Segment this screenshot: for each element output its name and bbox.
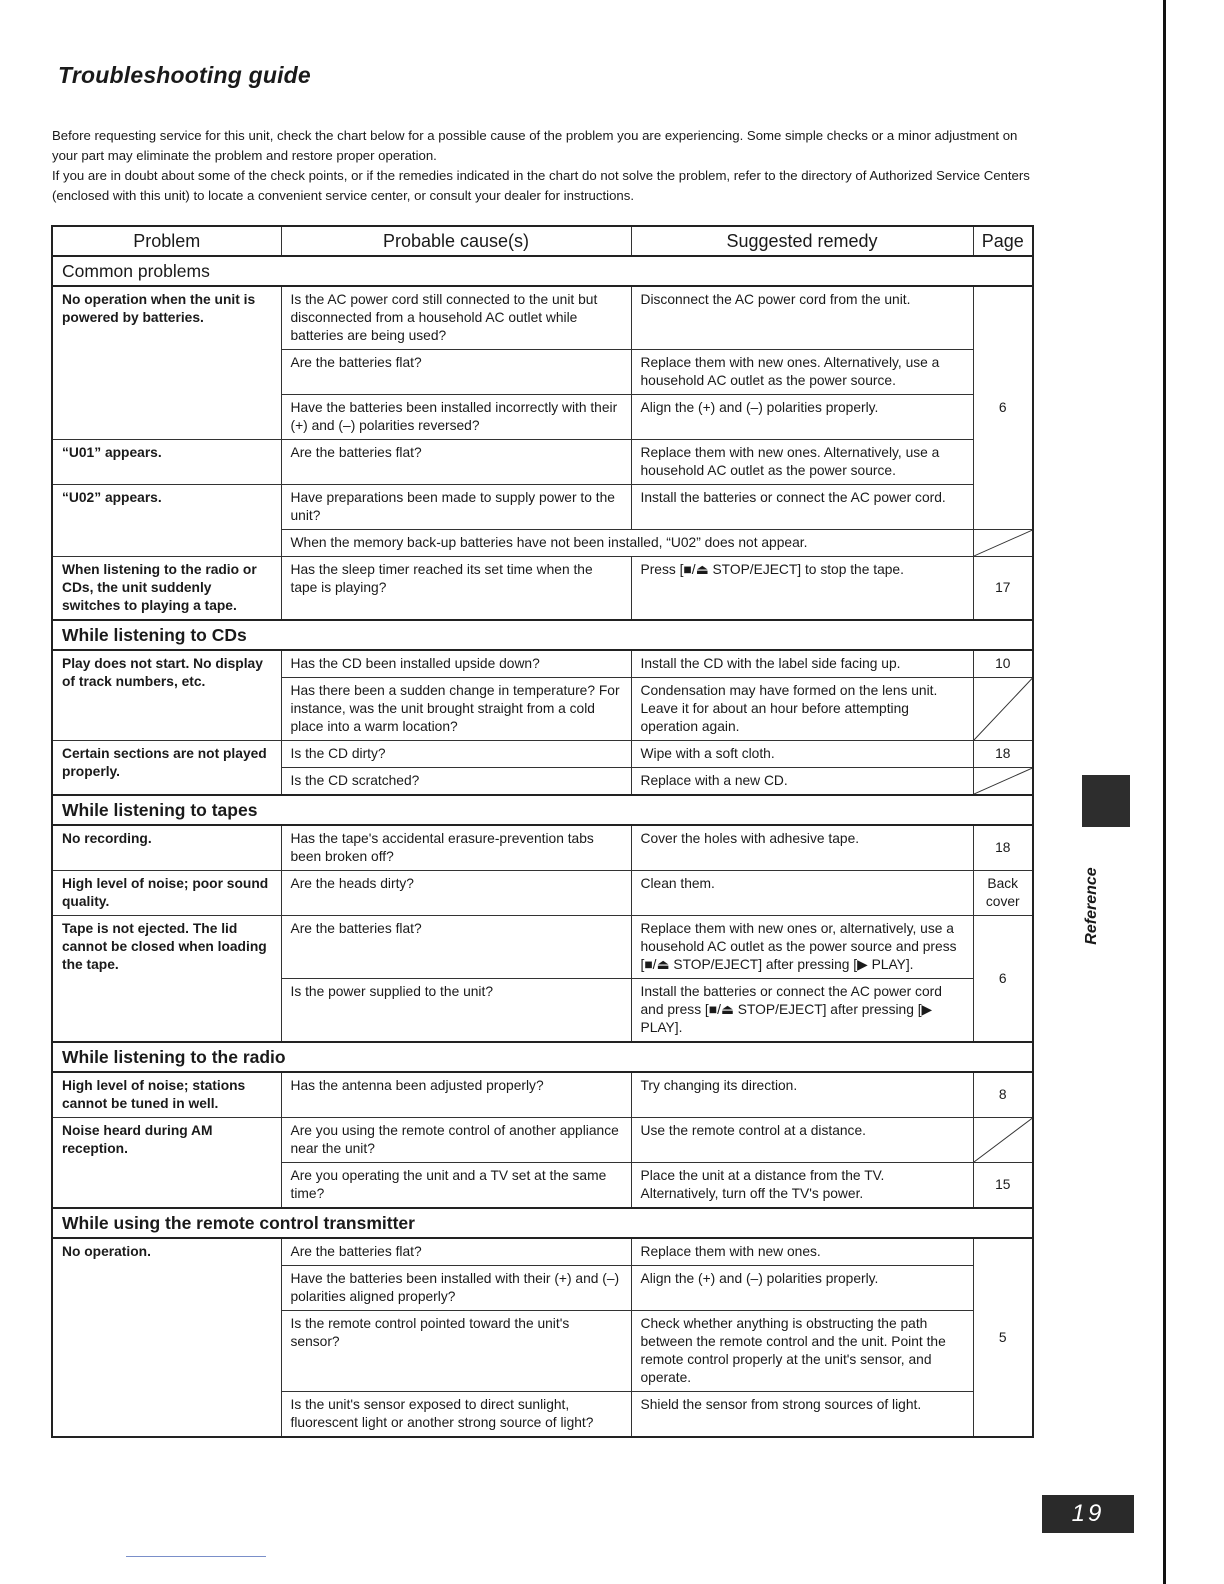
cause-cell: Has the sleep timer reached its set time when the tape is playing? — [281, 557, 631, 621]
table-row — [52, 1118, 1033, 1163]
remedy-cell: Install the batteries or connect the AC power cord and press [■/⏏ STOP/EJECT] after pressing [▶ PLAY]. — [631, 979, 973, 1043]
remedy-cell: Replace them with new ones or, alternatively, use a household AC outlet as the power source and press [■/⏏ STOP/EJECT] after pressing [▶ PLAY]. — [631, 916, 973, 979]
table-row — [52, 650, 1033, 678]
intro-paragraph: If you are in doubt about some of the check points, or if the remedies indicated in the chart do not solve the problem, refer to the directory of Authorized Service Centers (enclosed with this unit) to locate a convenient service center, or consult your dealer for instructions. — [52, 168, 1030, 203]
cause-cell: Have the batteries been installed incorrectly with their (+) and (–) polarities reversed? — [281, 395, 631, 440]
section-heading-row — [52, 1042, 1033, 1072]
cause-cell: Has the CD been installed upside down? — [281, 650, 631, 678]
cause-cell: Is the power supplied to the unit? — [281, 979, 631, 1043]
section-heading-common: Common problems — [52, 256, 1033, 286]
table-row — [52, 825, 1033, 871]
cause-cell: Have the batteries been installed with their (+) and (–) polarities aligned properly? — [281, 1266, 631, 1311]
cause-cell: Is the CD scratched? — [281, 768, 631, 796]
page-edge-rule — [1163, 0, 1166, 1584]
cause-cell: Is the remote control pointed toward the unit's sensor? — [281, 1311, 631, 1392]
page-number: 19 — [1042, 1495, 1134, 1533]
page-cell: 8 — [973, 1072, 1033, 1118]
empty-page-cell — [973, 678, 1033, 741]
table-row — [52, 871, 1033, 916]
cause-cell: Is the unit's sensor exposed to direct sunlight, fluorescent light or another strong source of light? — [281, 1392, 631, 1438]
problem-cell: High level of noise; stations cannot be tuned in well. — [52, 1072, 281, 1118]
section-heading-radio: While listening to the radio — [52, 1042, 1033, 1072]
header-page: Page — [973, 226, 1033, 256]
cause-cell: Are the batteries flat? — [281, 1238, 631, 1266]
remedy-cell: Replace with a new CD. — [631, 768, 973, 796]
problem-cell: No operation when the unit is powered by batteries. — [52, 286, 281, 440]
cause-cell: Are you using the remote control of another appliance near the unit? — [281, 1118, 631, 1163]
cause-cell: Are the batteries flat? — [281, 350, 631, 395]
section-tab-marker — [1082, 775, 1130, 827]
remedy-cell: Cover the holes with adhesive tape. — [631, 825, 973, 871]
table-row — [52, 1072, 1033, 1118]
problem-cell: Certain sections are not played properly. — [52, 741, 281, 796]
page-cell: 18 — [973, 741, 1033, 768]
remedy-cell: Install the CD with the label side facing up. — [631, 650, 973, 678]
remedy-cell: Check whether anything is obstructing the path between the remote control and the unit. Point the remote control properly at the unit's sensor, and operate. — [631, 1311, 973, 1392]
remedy-cell: Disconnect the AC power cord from the unit. — [631, 286, 973, 350]
remedy-cell: Align the (+) and (–) polarities properly. — [631, 1266, 973, 1311]
remedy-cell: Align the (+) and (–) polarities properly. — [631, 395, 973, 440]
table-row — [52, 916, 1033, 979]
problem-cell: Tape is not ejected. The lid cannot be closed when loading the tape. — [52, 916, 281, 1043]
remedy-cell: Use the remote control at a distance. — [631, 1118, 973, 1163]
remedy-cell: Replace them with new ones. Alternatively, use a household AC outlet as the power source. — [631, 440, 973, 485]
section-heading-cds: While listening to CDs — [52, 620, 1033, 650]
footer-rule — [126, 1556, 266, 1557]
cause-cell: Have preparations been made to supply power to the unit? — [281, 485, 631, 530]
problem-cell: “U01” appears. — [52, 440, 281, 485]
section-heading-row — [52, 256, 1033, 286]
cause-cell: Are the batteries flat? — [281, 440, 631, 485]
cause-cell: Are the batteries flat? — [281, 916, 631, 979]
section-heading-remote: While using the remote control transmitter — [52, 1208, 1033, 1238]
empty-page-cell — [973, 768, 1033, 796]
troubleshooting-table — [51, 225, 1034, 1438]
header-cause: Probable cause(s) — [281, 226, 631, 256]
page-cell: 15 — [973, 1163, 1033, 1209]
remedy-cell: Try changing its direction. — [631, 1072, 973, 1118]
problem-cell: High level of noise; poor sound quality. — [52, 871, 281, 916]
remedy-cell: Condensation may have formed on the lens unit. Leave it for about an hour before attempting operation again. — [631, 678, 973, 741]
table-row — [52, 1238, 1033, 1266]
problem-cell: No operation. — [52, 1238, 281, 1437]
empty-page-cell — [973, 530, 1033, 557]
problem-cell: Noise heard during AM reception. — [52, 1118, 281, 1209]
cause-cell: Has there been a sudden change in temperature? For instance, was the unit brought straight from a cold place into a warm location? — [281, 678, 631, 741]
side-label — [1072, 867, 1112, 945]
intro-text — [52, 126, 1042, 206]
note-cell: When the memory back-up batteries have not been installed, “U02” does not appear. — [281, 530, 973, 557]
cause-cell: Is the AC power cord still connected to the unit but disconnected from a household AC outlet while batteries are being used? — [281, 286, 631, 350]
header-remedy: Suggested remedy — [631, 226, 973, 256]
section-heading-row — [52, 795, 1033, 825]
remedy-cell: Replace them with new ones. Alternatively, use a household AC outlet as the power source. — [631, 350, 973, 395]
page-cell: 5 — [973, 1238, 1033, 1437]
table-row — [52, 741, 1033, 768]
diagonal-slash — [974, 678, 1033, 740]
table-header-row — [52, 226, 1033, 256]
section-heading-tapes: While listening to tapes — [52, 795, 1033, 825]
cause-cell: Is the CD dirty? — [281, 741, 631, 768]
remedy-cell: Wipe with a soft cloth. — [631, 741, 973, 768]
cause-cell: Are you operating the unit and a TV set at the same time? — [281, 1163, 631, 1209]
remedy-cell: Install the batteries or connect the AC power cord. — [631, 485, 973, 530]
section-heading-row — [52, 1208, 1033, 1238]
page-cell: 10 — [973, 650, 1033, 678]
cause-cell: Has the tape's accidental erasure-prevention tabs been broken off? — [281, 825, 631, 871]
diagonal-slash — [974, 1118, 1033, 1162]
intro-paragraph: Before requesting service for this unit, check the chart below for a possible cause of the problem you are experiencing. Some simple checks or a minor adjustment on your part may eliminate the problem and restore proper operation. — [52, 128, 1018, 163]
diagonal-slash — [974, 768, 1033, 794]
problem-cell: Play does not start. No display of track numbers, etc. — [52, 650, 281, 741]
page-cell: Back cover — [973, 871, 1033, 916]
header-problem: Problem — [52, 226, 281, 256]
table-row — [52, 286, 1033, 350]
page-cell: 6 — [973, 286, 1033, 530]
problem-cell: “U02” appears. — [52, 485, 281, 557]
remedy-cell: Shield the sensor from strong sources of light. — [631, 1392, 973, 1438]
problem-cell: No recording. — [52, 825, 281, 871]
remedy-cell: Place the unit at a distance from the TV. Alternatively, turn off the TV's power. — [631, 1163, 973, 1209]
page-cell: 6 — [973, 916, 1033, 1043]
section-heading-row — [52, 620, 1033, 650]
diagonal-slash — [974, 530, 1033, 556]
table-row — [52, 485, 1033, 530]
page-cell: 18 — [973, 825, 1033, 871]
page-title: Troubleshooting guide — [58, 62, 311, 88]
remedy-cell: Replace them with new ones. — [631, 1238, 973, 1266]
cause-cell: Are the heads dirty? — [281, 871, 631, 916]
remedy-cell: Press [■/⏏ STOP/EJECT] to stop the tape. — [631, 557, 973, 621]
table-row — [52, 440, 1033, 485]
side-label-text: Reference — [1083, 867, 1100, 945]
cause-cell: Has the antenna been adjusted properly? — [281, 1072, 631, 1118]
page-cell: 17 — [973, 557, 1033, 621]
table-row — [52, 557, 1033, 621]
remedy-cell: Clean them. — [631, 871, 973, 916]
empty-page-cell — [973, 1118, 1033, 1163]
problem-cell: When listening to the radio or CDs, the unit suddenly switches to playing a tape. — [52, 557, 281, 621]
